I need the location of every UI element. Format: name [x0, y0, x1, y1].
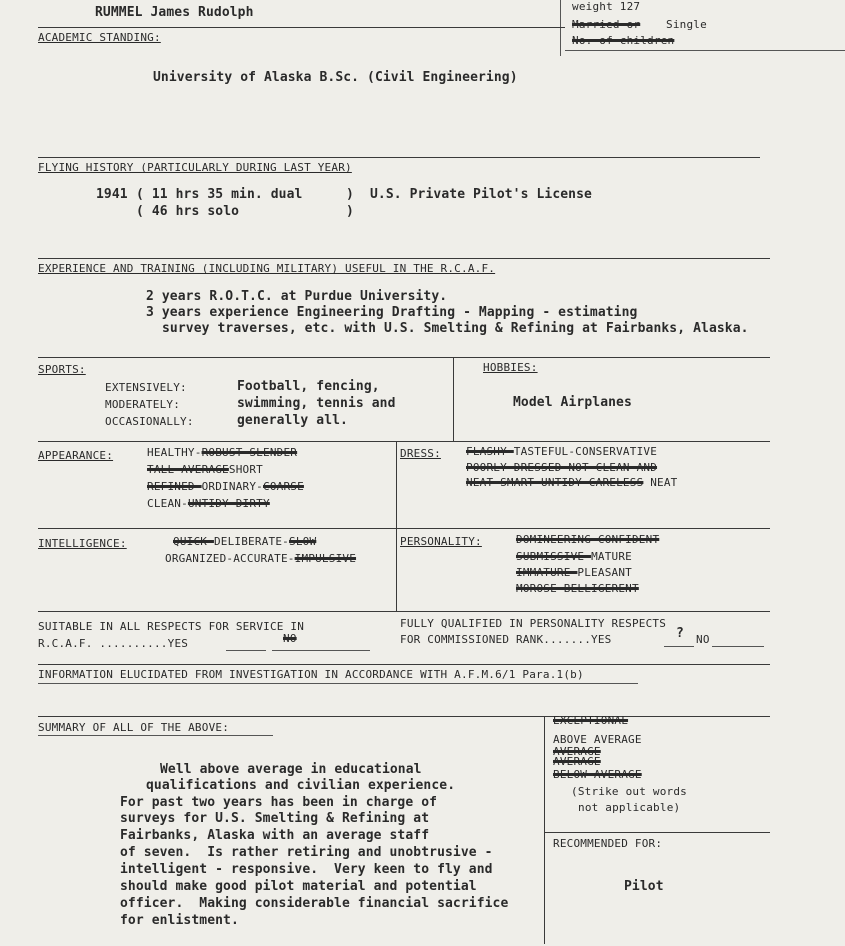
academic-label: ACADEMIC STANDING: [38, 31, 161, 44]
intelligence-quick-struck: QUICK- [173, 535, 214, 548]
experience-label: EXPERIENCE AND TRAINING (INCLUDING MILITARY) USEFUL IN THE R.C.A.F. [38, 262, 496, 275]
rating-note-2: not applicable) [578, 801, 681, 814]
personality-immature-struck: IMMATURE- [516, 566, 578, 579]
personality-morose-struck: MOROSE-BELLIGERENT [516, 582, 639, 595]
flying-brace-top: ) [346, 187, 354, 202]
dress-poorly-dressed-struck: POORLY DRESSED-NOT CLEAN AND [466, 461, 658, 474]
rating-average-struck-2: AVERAGE [553, 755, 601, 768]
rating-exceptional-struck: EXCEPTIONAL [553, 714, 629, 727]
experience-line-2: 3 years experience Engineering Drafting - Mapping - estimating [146, 305, 638, 320]
dress-neat: NEAT [650, 476, 678, 489]
appearance-healthy: HEALTHY- [147, 446, 202, 459]
suitable-line-2: R.C.A.F. ..........YES [38, 637, 189, 650]
appearance-ordinary: ORDINARY- [201, 480, 263, 493]
dependents-struck: No. of children [572, 34, 675, 47]
dress-neat-smart-struck: NEAT-SMART-UNTIDY-CARELESS [466, 476, 644, 489]
appearance-row-4 [147, 497, 270, 510]
summary-line-6: of seven. Is rather retiring and unobtrusive - [120, 845, 493, 860]
appearance-robust-slender-struck: ROBUST-SLENDER [201, 446, 298, 459]
personality-mature: MATURE [591, 550, 632, 563]
appearance-tall-average-struck: TALL-AVERAGE [147, 463, 229, 476]
qualified-no: NO [696, 633, 710, 646]
intelligence-row-2 [165, 552, 356, 565]
dress-tasteful-conservative: TASTEFUL-CONSERVATIVE [513, 445, 658, 458]
summary-line-7: intelligent - responsive. Very keen to fly and [120, 862, 493, 877]
sports-occasionally-label: OCCASIONALLY: [105, 415, 194, 428]
personality-domineering-struck: DOMINEERING-CONFIDENT [516, 533, 660, 546]
qualified-line-2: FOR COMMISSIONED RANK.......YES [400, 633, 612, 646]
appearance-label: APPEARANCE: [38, 449, 114, 462]
intelligence-organized-accurate: ORGANIZED-ACCURATE- [165, 552, 295, 565]
summary-label: SUMMARY OF ALL OF THE ABOVE: [38, 721, 230, 734]
summary-line-10: for enlistment. [120, 913, 239, 928]
suitable-no-struck: NO [283, 632, 297, 645]
information-label: INFORMATION ELUCIDATED FROM INVESTIGATION IN ACCORDANCE WITH A.F.M.6/1 Para.1(b) [38, 668, 584, 681]
dress-row-3 [466, 476, 678, 489]
recommended-value: Pilot [624, 879, 664, 894]
appearance-untidy-dirty-struck: UNTIDY-DIRTY [187, 497, 270, 510]
intelligence-row-1 [173, 535, 316, 548]
personality-pleasant: PLEASANT [577, 566, 632, 579]
appearance-refined-struck: REFINED- [147, 480, 202, 493]
flying-history-label: FLYING HISTORY (PARTICULARLY DURING LAST YEAR) [38, 161, 352, 174]
marital-status: Single [666, 18, 707, 31]
appearance-row-2 [147, 463, 263, 476]
personality-label: PERSONALITY: [400, 535, 482, 548]
appearance-clean: CLEAN- [147, 497, 188, 510]
appearance-coarse-struck: COARSE [263, 480, 304, 493]
rating-above-average: ABOVE AVERAGE [553, 733, 642, 746]
recommended-label: RECOMMENDED FOR: [553, 837, 663, 850]
intelligence-deliberate: DELIBERATE- [213, 535, 289, 548]
sports-label: SPORTS: [38, 363, 86, 376]
flying-brace-bottom: ) [346, 204, 354, 219]
appearance-short: SHORT [228, 463, 263, 476]
summary-line-9: officer. Making considerable financial sacrifice [120, 896, 509, 911]
intelligence-impulsive-struck: IMPULSIVE [294, 552, 357, 565]
summary-line-4: surveys for U.S. Smelting & Refining at [120, 811, 430, 826]
intelligence-slow-struck: SLOW [289, 535, 317, 548]
dress-row-1 [466, 445, 657, 458]
flying-license: U.S. Private Pilot's License [370, 187, 592, 202]
candidate-name: RUMMEL James Rudolph [95, 5, 254, 20]
marital-struck: Married or [572, 18, 641, 31]
sports-moderately-label: MODERATELY: [105, 398, 181, 411]
personality-row-3 [516, 566, 632, 579]
summary-line-2: qualifications and civilian experience. [146, 778, 456, 793]
sports-extensively-label: EXTENSIVELY: [105, 381, 187, 394]
intelligence-label: INTELLIGENCE: [38, 537, 127, 550]
summary-line-3: For past two years has been in charge of [120, 795, 438, 810]
personality-row-2 [516, 550, 632, 563]
rating-below-average-struck: BELOW AVERAGE [553, 768, 642, 781]
sports-occasionally-value: generally all. [237, 413, 348, 428]
summary-line-5: Fairbanks, Alaska with an average staff [120, 828, 430, 843]
weight-field: weight 127 [572, 0, 641, 13]
flying-dual-hours: ( 11 hrs 35 min. dual [136, 187, 303, 202]
suitable-line-1: SUITABLE IN ALL RESPECTS FOR SERVICE IN [38, 620, 305, 633]
rating-note-1: (Strike out words [571, 785, 687, 798]
dress-label: DRESS: [400, 447, 441, 460]
summary-line-1: Well above average in educational [160, 762, 422, 777]
academic-value: University of Alaska B.Sc. (Civil Engineering) [153, 70, 518, 85]
dress-flashy-struck: FLASHY- [466, 445, 514, 458]
qualified-line-1: FULLY QUALIFIED IN PERSONALITY RESPECTS [400, 617, 667, 630]
sports-extensively-value: Football, fencing, [237, 379, 380, 394]
flying-solo-hours: ( 46 hrs solo [136, 204, 240, 219]
hobbies-value: Model Airplanes [513, 395, 632, 410]
flying-year: 1941 [96, 187, 128, 202]
experience-line-1: 2 years R.O.T.C. at Purdue University. [146, 289, 448, 304]
rating-average-struck-1: AVERAGE [553, 745, 601, 758]
experience-line-3: survey traverses, etc. with U.S. Smelting & Refining at Fairbanks, Alaska. [162, 321, 749, 336]
summary-line-8: should make good pilot material and potential [120, 879, 477, 894]
appearance-row-3 [147, 480, 304, 493]
hobbies-label: HOBBIES: [483, 361, 538, 374]
personality-submissive-struck: SUBMISSIVE- [516, 550, 592, 563]
appearance-row-1 [147, 446, 297, 459]
sports-moderately-value: swimming, tennis and [237, 396, 396, 411]
qualified-question-mark: ? [676, 626, 684, 641]
